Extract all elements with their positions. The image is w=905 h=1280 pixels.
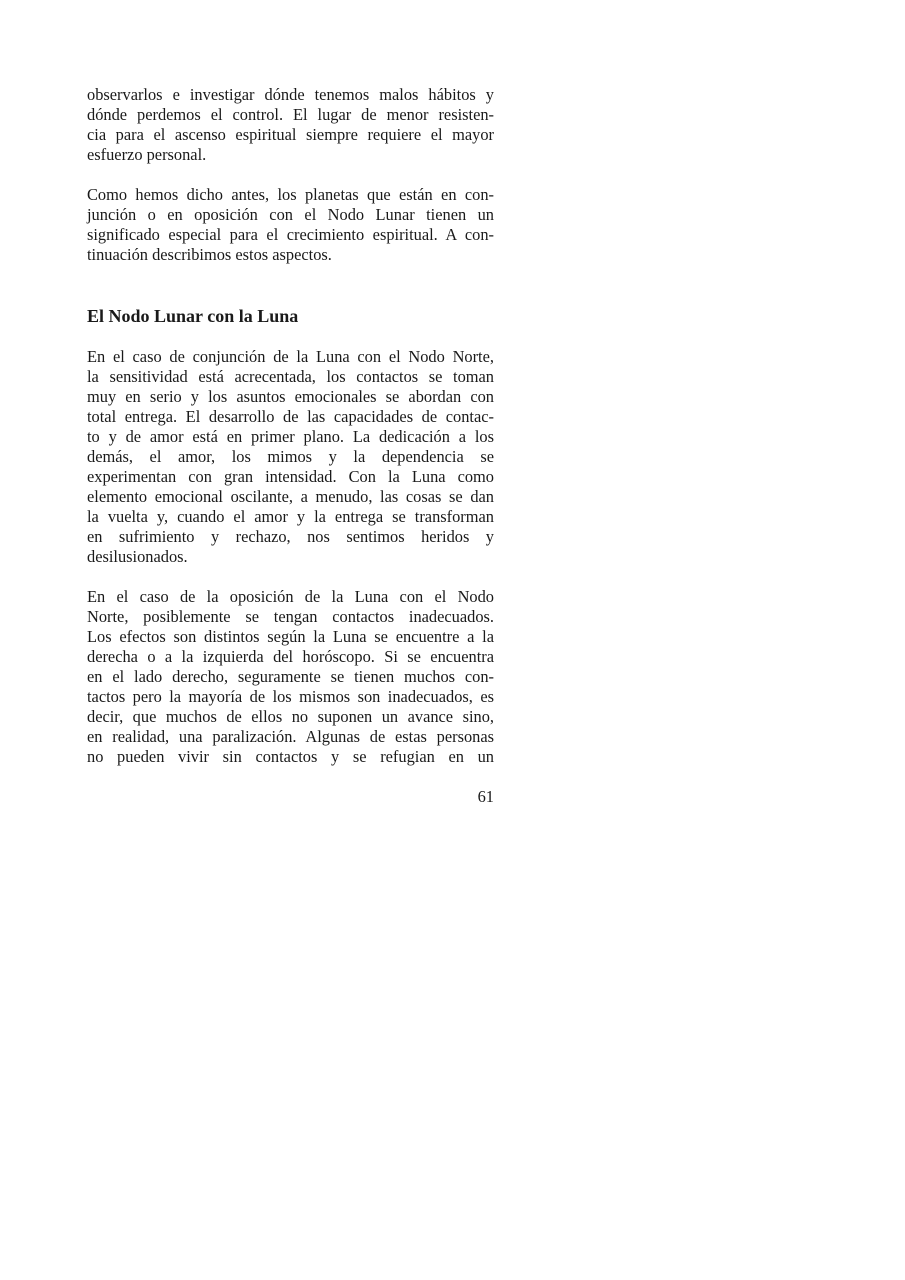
text-line: Los efectos son distintos según la Luna se encuentre a la (87, 627, 494, 646)
text-line: demás, el amor, los mimos y la dependencia se (87, 447, 494, 466)
text-line: En el caso de conjunción de la Luna con el Nodo Norte, (87, 347, 494, 366)
text-line: junción o en oposición con el Nodo Lunar tienen un (87, 205, 494, 224)
text-line: en sufrimiento y rechazo, nos sentimos heridos y (87, 527, 494, 546)
text-line: total entrega. El desarrollo de las capacidades de contac- (87, 407, 494, 426)
page-number: 61 (477, 787, 494, 806)
text-line: la vuelta y, cuando el amor y la entrega se transforman (87, 507, 494, 526)
text-line: experimentan con gran intensidad. Con la Luna como (87, 467, 494, 486)
text-line: no pueden vivir sin contactos y se refugian en un (87, 747, 494, 766)
text-line: elemento emocional oscilante, a menudo, las cosas se dan (87, 487, 494, 506)
text-line: cia para el ascenso espiritual siempre requiere el mayor (87, 125, 494, 144)
text-line: tinuación describimos estos aspectos. (87, 245, 332, 264)
text-line: tactos pero la mayoría de los mismos son inadecuados, es (87, 687, 494, 706)
paragraph-spacer (87, 165, 494, 185)
text-line: decir, que muchos de ellos no suponen un avance sino, (87, 707, 494, 726)
text-line: Como hemos dicho antes, los planetas que están en con- (87, 185, 494, 204)
paragraph-1 (87, 85, 494, 165)
text-line: Norte, posiblemente se tengan contactos inadecuados. (87, 607, 494, 626)
text-line: En el caso de la oposición de la Luna con el Nodo (87, 587, 494, 606)
text-line: en realidad, una paralización. Algunas de estas personas (87, 727, 494, 746)
text-line: to y de amor está en primer plano. La dedicación a los (87, 427, 494, 446)
text-line: significado especial para el crecimiento espiritual. A con- (87, 225, 494, 244)
text-line: derecha o a la izquierda del horóscopo. Si se encuentra (87, 647, 494, 666)
section-spacer (87, 265, 494, 305)
text-line: esfuerzo personal. (87, 145, 207, 164)
paragraph-4 (87, 587, 494, 767)
page-text-column (87, 85, 494, 767)
text-line: muy en serio y los asuntos emocionales se abordan con (87, 387, 494, 406)
text-line: la sensitividad está acrecentada, los contactos se toman (87, 367, 494, 386)
paragraph-2 (87, 185, 494, 265)
paragraph-spacer (87, 567, 494, 587)
heading-spacer (87, 327, 494, 347)
text-line: desilusionados. (87, 547, 188, 566)
section-heading: El Nodo Lunar con la Luna (87, 306, 299, 326)
paragraph-3 (87, 347, 494, 567)
text-line: observarlos e investigar dónde tenemos malos hábitos y (87, 85, 494, 104)
text-line: dónde perdemos el control. El lugar de menor resisten- (87, 105, 494, 124)
text-line: en el lado derecho, seguramente se tienen muchos con- (87, 667, 494, 686)
